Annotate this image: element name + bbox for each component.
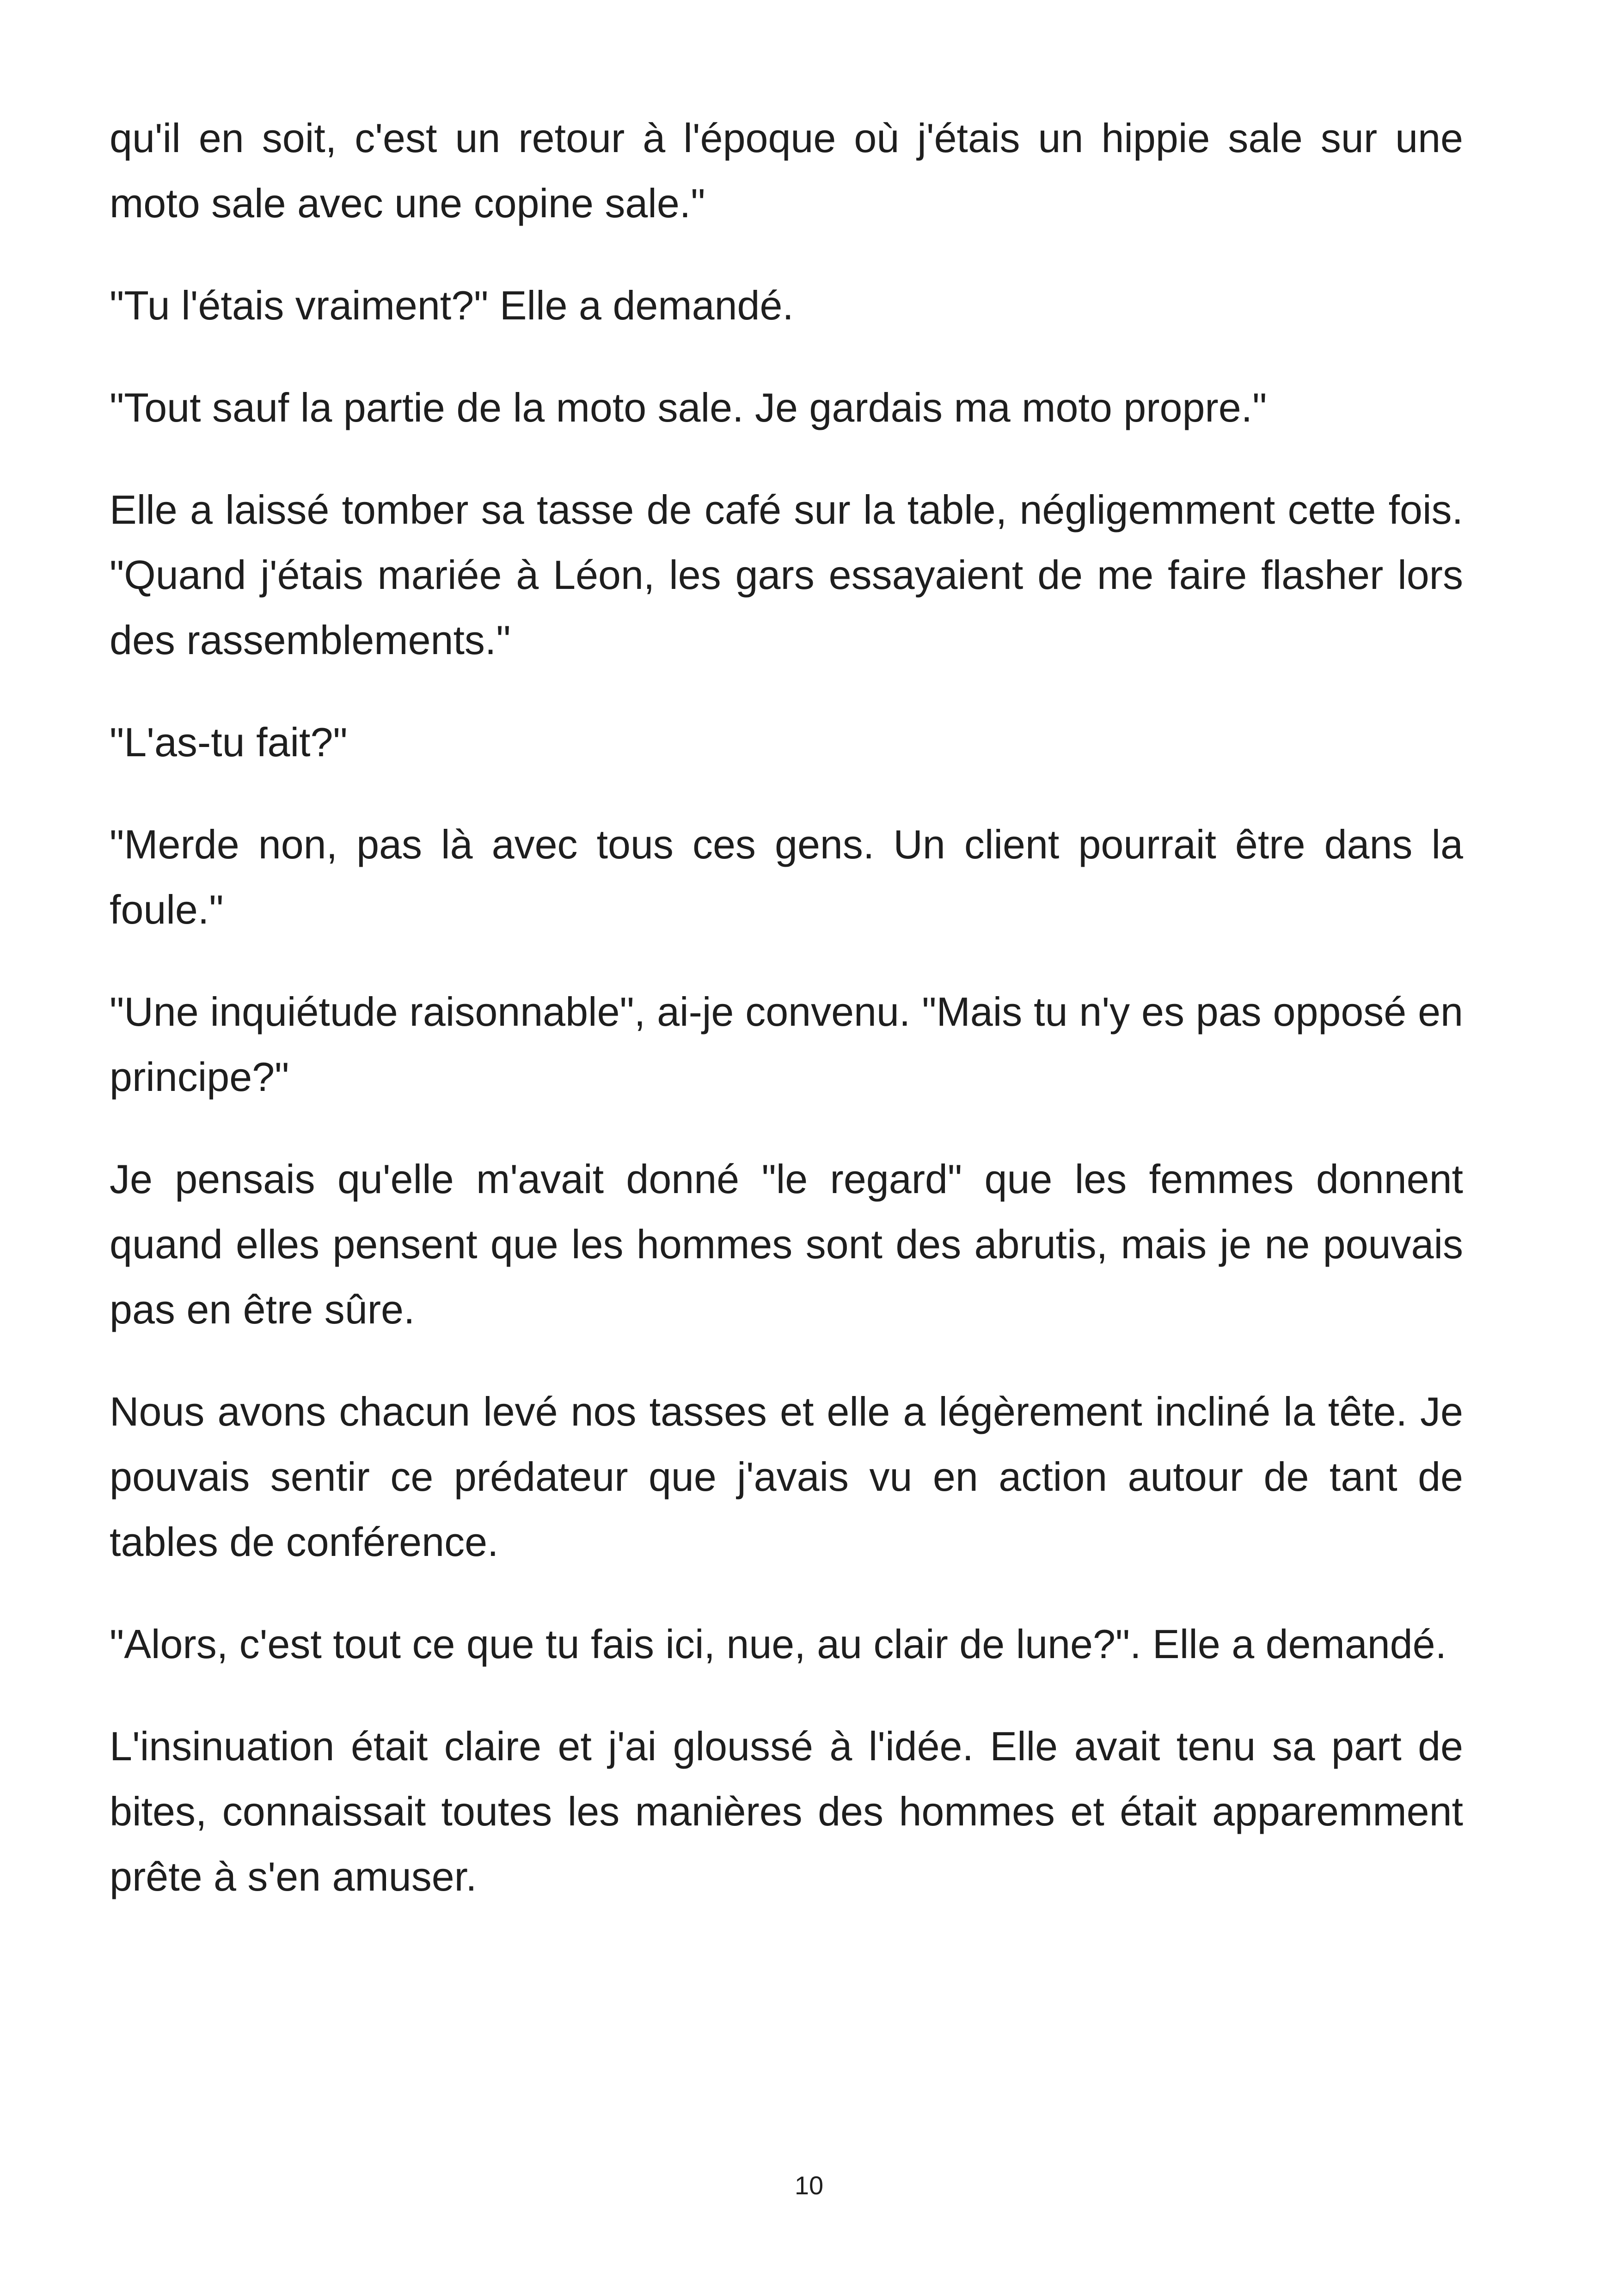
paragraph-6: "Merde non, pas là avec tous ces gens. Un client pourrait être dans la foule." bbox=[110, 821, 1463, 932]
page-number: 10 bbox=[794, 2171, 824, 2200]
paragraph-10: "Alors, c'est tout ce que tu fais ici, nue, au clair de lune?". Elle a demandé. bbox=[110, 1621, 1447, 1667]
paragraph-1: qu'il en soit, c'est un retour à l'époque où j'étais un hippie sale sur une moto sale avec une copine sale." bbox=[110, 115, 1463, 226]
paragraph-4: Elle a laissé tomber sa tasse de café sur la table, négligemment cette fois. "Quand j'étais mariée à Léon, les gars essayaient de me faire flasher lors des rassemblements." bbox=[110, 487, 1463, 663]
paragraph-9: Nous avons chacun levé nos tasses et elle a légèrement incliné la tête. Je pouvais sentir ce prédateur que j'avais vu en action autour de tant de tables de conférence. bbox=[110, 1389, 1463, 1565]
paragraph-8: Je pensais qu'elle m'avait donné "le regard" que les femmes donnent quand elles pensent que les hommes sont des abrutis, mais je ne pouvais pas en être sûre. bbox=[110, 1156, 1463, 1332]
body-text bbox=[110, 105, 1463, 1946]
paragraph-7: "Une inquiétude raisonnable", ai-je convenu. "Mais tu n'y es pas opposé en principe?" bbox=[110, 989, 1463, 1100]
paragraph-5: "L'as-tu fait?" bbox=[110, 719, 348, 765]
paragraph-11: L'insinuation était claire et j'ai gloussé à l'idée. Elle avait tenu sa part de bites, connaissait toutes les manières des hommes et était apparemment prête à s'en amuser. bbox=[110, 1723, 1463, 1899]
paragraph-3: "Tout sauf la partie de la moto sale. Je gardais ma moto propre." bbox=[110, 385, 1267, 430]
paragraph-2: "Tu l'étais vraiment?" Elle a demandé. bbox=[110, 282, 794, 328]
